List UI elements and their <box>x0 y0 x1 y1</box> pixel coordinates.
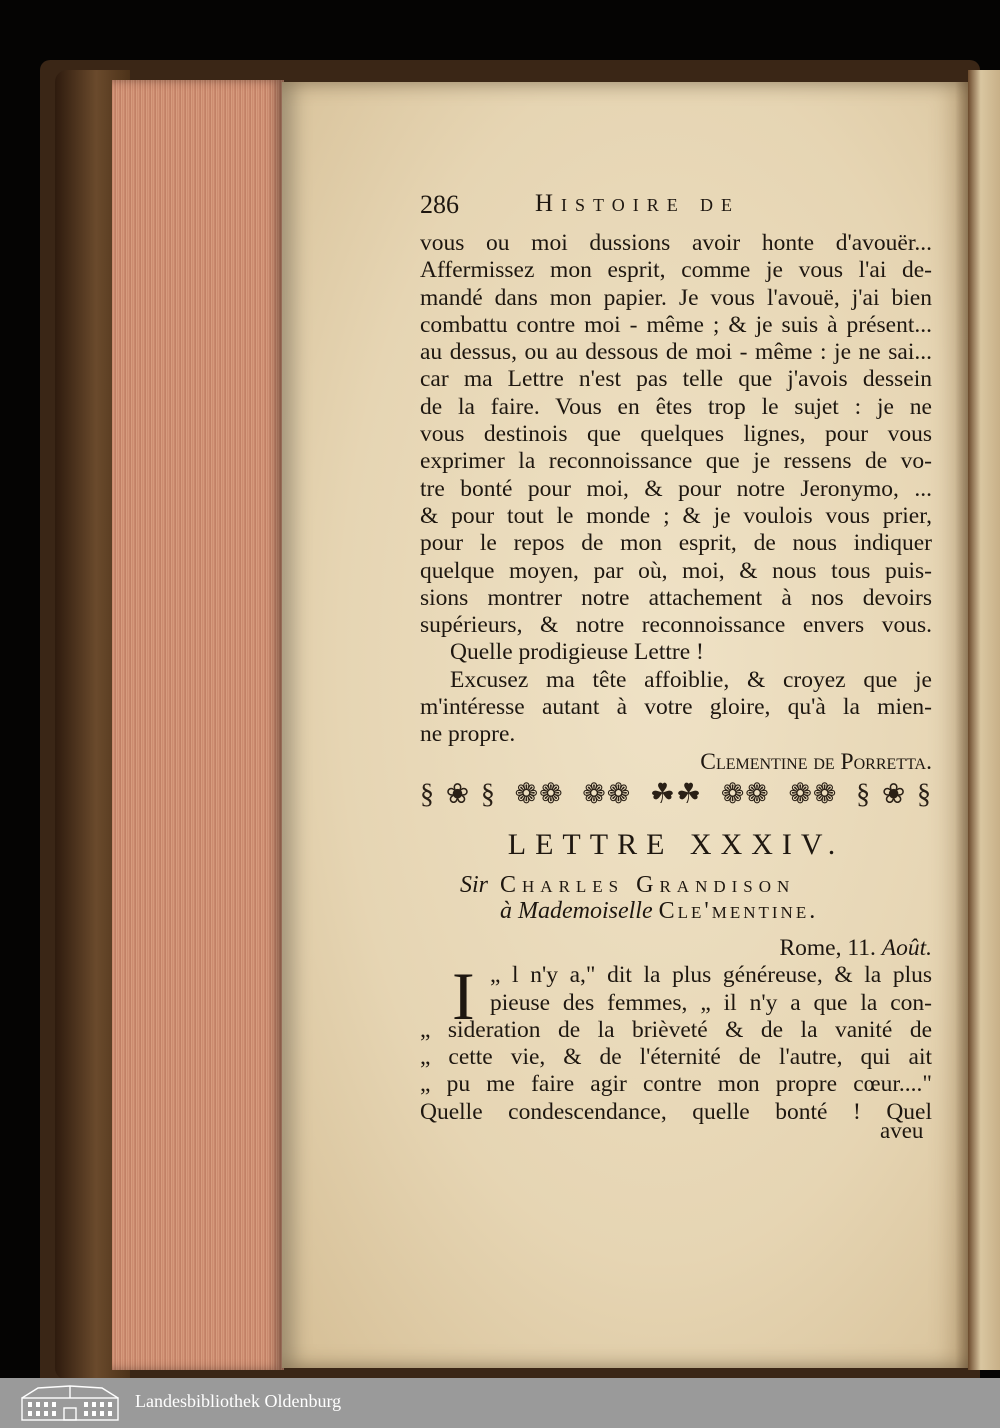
text-line: Excusez ma tête affoiblie, & croyez que je <box>450 666 932 693</box>
text-line: mandé dans mon papier. Je vous l'avouë, j'ai bien <box>420 284 932 311</box>
dateline-month: Août. <box>881 935 932 961</box>
letter-address-line-2 <box>500 898 930 925</box>
text-line: & pour tout le monde ; & je voulois vous prier, <box>420 502 932 529</box>
dateline-place: Rome, 11. <box>779 935 876 961</box>
text-line: pour le repos de mon esprit, de nous indiquer <box>420 530 932 557</box>
running-title: Histoire de <box>535 190 740 217</box>
running-header <box>420 190 930 230</box>
library-name: Landesbibliothek Oldenburg <box>135 1391 342 1411</box>
text-line: de la faire. Vous en êtes trop le sujet : je ne <box>420 393 932 420</box>
catchword: aveu <box>880 1118 924 1143</box>
library-building-icon <box>18 1384 122 1422</box>
text-line: „ sideration de la brièveté & de la vanité de <box>420 1016 932 1043</box>
page-edges <box>112 80 284 1370</box>
drop-capital: I <box>452 958 475 1034</box>
letter-body <box>420 230 932 776</box>
address-name: Charles Grandison <box>500 872 796 898</box>
text-line: car ma Lettre n'est pas telle que j'avois dessein <box>420 366 932 393</box>
text-line: sions montrer notre attachement à nos devoirs <box>420 584 932 611</box>
letter-text <box>420 935 932 1126</box>
text-line: supérieurs, & notre reconnoissance envers vous. <box>420 612 932 639</box>
text-line: „ cette vie, & de l'éternité de l'autre, qui ait <box>420 1044 932 1071</box>
text-line: tre bonté pour moi, & pour notre Jeronymo, ... <box>420 475 932 502</box>
dateline <box>420 935 932 962</box>
text-line: m'intéresse autant à votre gloire, qu'à la mien- <box>420 694 932 721</box>
text-line: combattu contre moi - même ; & je suis à présent... <box>420 311 932 338</box>
text-line: au dessus, ou au dessous de moi - même : je ne sai... <box>420 339 932 366</box>
address-prefix: Sir <box>460 872 489 898</box>
facing-page-edge <box>968 70 1000 1370</box>
text-line: Quelle condescendance, quelle bonté ! Quel <box>420 1098 932 1125</box>
letter-address-line-1 <box>460 872 930 899</box>
text-line: Quelle prodigieuse Lettre ! <box>450 639 704 666</box>
text-line: ne propre. <box>420 721 516 748</box>
address-recipient-prefix: à Mademoiselle <box>500 898 653 924</box>
text-line: vous destinois que quelques lignes, pour vous <box>420 421 932 448</box>
footer-bar <box>0 1378 1000 1428</box>
signature: Clementine de Porretta. <box>700 748 932 775</box>
text-line: „ pu me faire agir contre mon propre cœur...." <box>420 1071 932 1098</box>
text-line: Affermissez mon esprit, comme je vous l'ai de- <box>420 257 932 284</box>
text-line: vous ou moi dussions avoir honte d'avouër... <box>420 230 932 256</box>
text-line: exprimer la reconnoissance que je ressens de vo- <box>420 448 932 475</box>
address-recipient-name: Cle'mentine. <box>658 898 819 924</box>
text-line: quelque moyen, par où, moi, & nous tous puis- <box>420 557 932 584</box>
letter-title: LETTRE XXXIV. <box>507 828 845 861</box>
page-number: 286 <box>420 190 459 219</box>
ornament-divider: §❀§ ❁❁ ❁❁ ☘☘ ❁❁ ❁❁ §❀§ <box>420 779 932 810</box>
text-line: „ l n'y a," dit la plus généreuse, & la plus <box>490 962 932 989</box>
text-line: pieuse des femmes, „ il n'y a que la con- <box>490 989 932 1016</box>
